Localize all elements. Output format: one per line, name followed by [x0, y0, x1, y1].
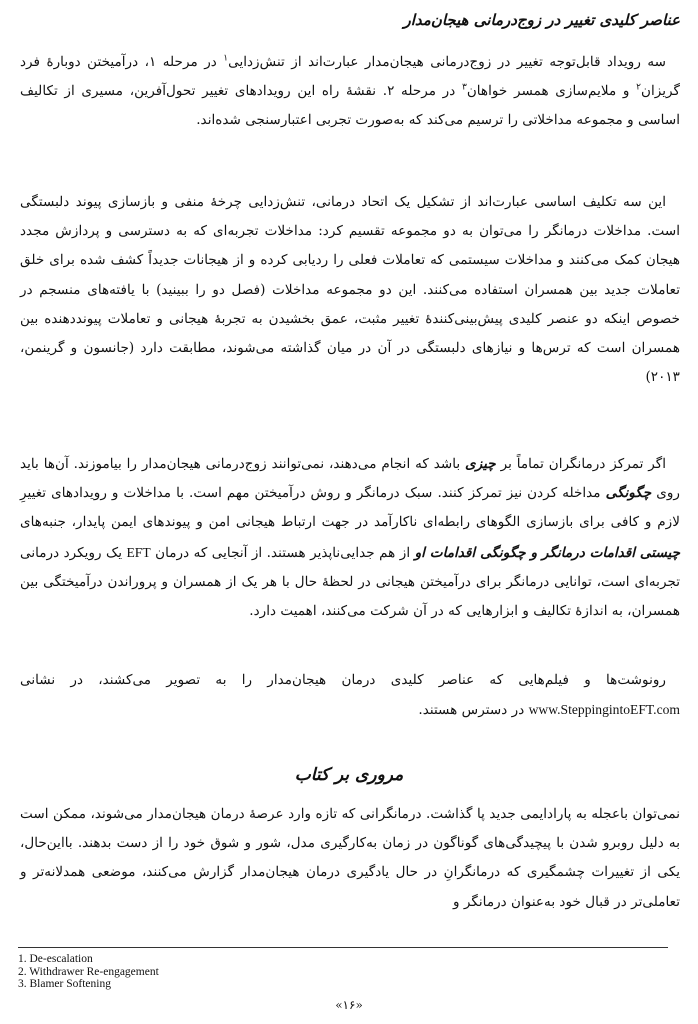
footnote-1: 1. De-escalation [18, 953, 93, 965]
para1-text-b: در مرحله ۱، درآمیختن دوبارۀ فرد گریزان [20, 54, 680, 100]
para3-text-c: مداخله کردن نیز تمرکز کنند. سبک درمانگر و روش درآمیختن مهم است. با مداخلات و رویدادهای تغییرِ لازم و کافی برای بازسازی الگوهای رابطه‌ای ناکارآمد در جهت ارتباط هیجانی امن و پیوندهای ایمن پایدار، جنبه‌های [20, 485, 680, 531]
paragraph-what-and-how [20, 450, 680, 626]
emphasis-what: چیزی [465, 456, 496, 472]
para1-text-d: در مرحله ۲. نقشۀ راه این رویدادهای تغییر تحول‌آفرین، مسیری از تکالیف اساسی و مجموعه مداخلاتی را ترسیم می‌کند که به‌صورت تجربی اعتبارسنجی شده‌اند. [20, 83, 680, 129]
paragraph-book-overview [20, 800, 680, 917]
para5-text: نمی‌توان باعجله به پارادایمی جدید پا گذاشت. درمانگرانی که تازه وارد عرصۀ درمان هیجان‌مدار می‌شوند، ممکن است به دلیل روبرو شدن با پیچیدگی‌های گوناگون در زمان به‌کارگیری مدل، شور و شوق خود را از دست بدهند. بااین‌حال، یکی از تغییرات چشمگیری که درمانگرانِ در حال یادگیری درمان هیجان‌مدار گزارش می‌کنند، موضعی همدلانه‌تر و تعاملی‌تر در قبال خود به‌عنوان درمانگر و [20, 806, 680, 910]
para3-text-e: یک رویکرد درمانی تجربه‌ای است، توانایی درمانگر برای درآمیختن هیجانی در لحظۀ حال با هر یک از همسران و پروراندن درآمیختگی بین همسران، به اندازۀ تکالیف و ابزارهایی که در آن شرکت می‌کنند، اهمیت دارد. [20, 544, 680, 620]
eft-acronym: EFT [126, 544, 151, 560]
para3-text-a: اگر تمرکز درمانگران تماماً بر [495, 456, 666, 472]
para1-text-a: سه رویداد قابل‌توجه تغییر در زوج‌درمانی هیجان‌مدار عبارت‌اند از تنش‌زدایی [228, 54, 667, 70]
footnote-ref-2: ۲ [636, 82, 641, 93]
paragraph-three-tasks [20, 188, 680, 392]
paragraph-key-change-events [20, 48, 680, 136]
emphasis-what-and-how: چیستی اقدامات درمانگر و چگونگی اقدامات او [414, 544, 680, 561]
website-link[interactable]: www.SteppingintoEFT.com [528, 702, 680, 718]
para4-text-a: رونوشت‌ها و فیلم‌هایی که عناصر کلیدی درمان هیجان‌مدار را به تصویر می‌کشند، در نشانی [20, 672, 666, 688]
para3-text-b: باشد که انجام می‌دهند، نمی‌توانند زوج‌درمانی هیجان‌مدار را بیاموزند. آن‌ها باید روی [20, 456, 680, 502]
footnote-2: 2. Withdrawer Re-engagement [18, 965, 159, 978]
paragraph-transcripts [20, 666, 680, 725]
para4-text-b: در دسترس هستند. [418, 702, 529, 719]
page-number: «۱۶» [335, 998, 363, 1012]
para3-text-d: از هم جدایی‌ناپذیر هستند. از آنجایی که درمان [150, 544, 415, 561]
emphasis-how: چگونگی [605, 485, 652, 502]
footnote-ref-1: ۱ [223, 53, 229, 64]
footnote-ref-3: ۳ [461, 82, 467, 93]
para1-text-c: و ملایم‌سازی همسر خواهان [466, 83, 637, 100]
footnotes [18, 953, 418, 991]
section2-heading: مروری بر کتاب [294, 765, 404, 785]
footnote-3: 3. Blamer Softening [18, 978, 111, 990]
section-heading: عناصر کلیدی تغییر در زوج‌درمانی هیجان‌مدار [403, 11, 680, 29]
footnote-divider [18, 947, 668, 948]
para2-text: این سه تکلیف اساسی عبارت‌اند از تشکیل یک اتحاد درمانی، تنش‌زدایی چرخۀ منفی و بازسازی پیوند دلبستگی است. مداخلات درمانگر را می‌توان به دو مجموعه تقسیم کرد: مداخلات تجربه‌ای که به دسترسی و پردازش مجدد هیجان کمک می‌کنند و مداخلات سیستمی که تعاملات فعلی را ردیابی کرده و از هیجانات جدیداً کشف شده برای خلق تعاملات جدید بین همسران استفاده می‌کنند. این دو مجموعه مداخلات (فصل دو را ببینید) با یافته‌های منسجم در خصوص اینکه دو عنصر کلیدی پیش‌بینی‌کنندۀ تغییر مثبت، عمق بخشیدن به تجربۀ هیجانی و تعاملات پیونددهنده بین همسران است که ترس‌ها و نیازهای دلبستگی در آن در میان گذاشته می‌شوند، مطابقت دارد (جانسون و گرینمن، ۲۰۱۳) [20, 194, 680, 386]
